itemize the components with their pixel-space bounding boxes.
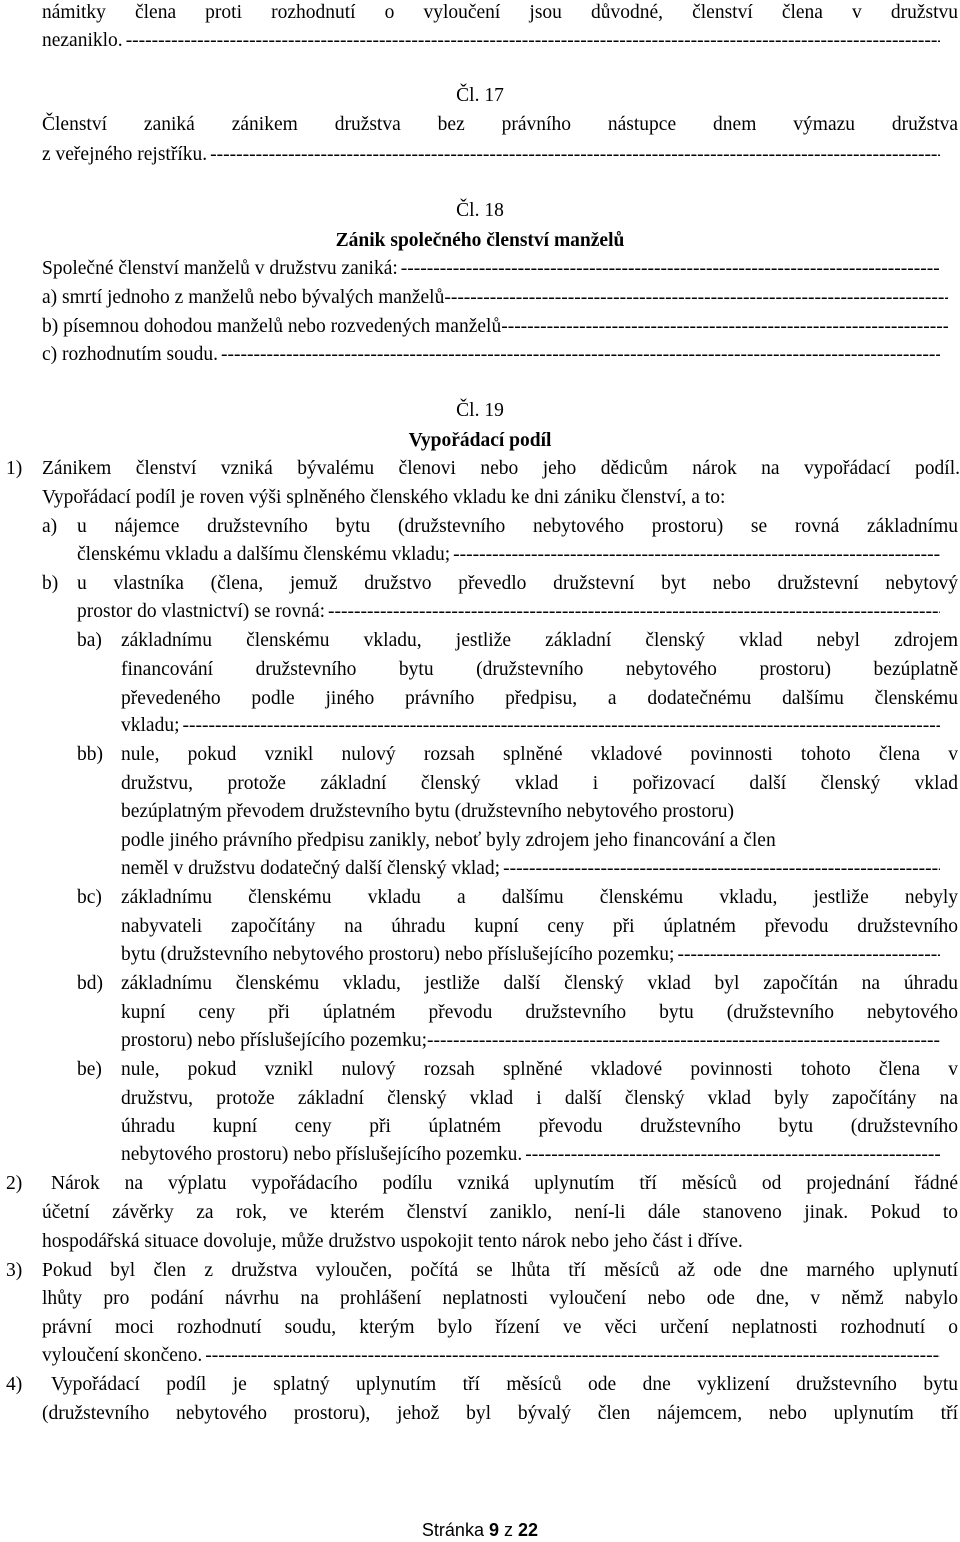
text-line: Zánikem členství vzniká bývalému členovi nebo jeho dědicům nárok na vypořádací podíl. bbox=[42, 458, 960, 479]
article-heading: Čl. 19 bbox=[456, 400, 504, 421]
item-label: b) bbox=[42, 573, 59, 594]
text-line: financování družstevního bytu (družstevního nebytového prostoru) bezúplatně bbox=[121, 659, 958, 680]
paragraph-number: 4) bbox=[6, 1374, 23, 1395]
text-line: podle jiného právního předpisu zanikly, neboť byly zdrojem jeho financování a člen bbox=[121, 830, 776, 851]
text-line: bytu (družstevního nebytového prostoru) nebo příslušejícího pozemku; ----- bbox=[121, 942, 940, 968]
text-line: hospodářská situace dovoluje, může družstvo uspokojit tento nárok nebo jeho část i dříve. bbox=[42, 1231, 743, 1252]
paragraph-number: 2) bbox=[6, 1173, 23, 1194]
text-line: základnímu členskému vkladu, jestliže další členský vklad byl započítán na úhradu bbox=[121, 973, 958, 994]
article-heading: Čl. 17 bbox=[456, 85, 504, 106]
text-line: Společné členství manželů v družstvu zaniká: ----- bbox=[42, 256, 940, 282]
item-label: bd) bbox=[77, 973, 103, 994]
text-line: základnímu členskému vkladu, jestliže základní členský vklad nebyl zdrojem bbox=[121, 630, 958, 651]
text-line: právní moci rozhodnutí soudu, kterým bylo řízení ve věci určení neplatnosti rozhodnutí o bbox=[42, 1317, 958, 1338]
footer-prefix: Stránka bbox=[421, 1520, 484, 1540]
text-line: vyloučení skončeno. ----- bbox=[42, 1343, 940, 1369]
text-line: prostor do vlastnictví) se rovná: ----- bbox=[77, 599, 940, 625]
text-line: vkladu; ----- bbox=[121, 713, 940, 739]
text-line: Vypořádací podíl je roven výši splněného členského vkladu ke dni zániku členství, a to: bbox=[42, 487, 726, 508]
text-line: členskému vkladu a dalšímu členskému vkladu; ----- bbox=[77, 542, 940, 568]
text-line: bezúplatným převodem družstevního bytu (družstevního nebytového prostoru) bbox=[121, 801, 735, 822]
text-line: nule, pokud vznikl nulový rozsah splněné vkladové povinnosti tohoto člena v bbox=[121, 1059, 958, 1080]
paragraph-number: 3) bbox=[6, 1260, 23, 1281]
current-page: 9 bbox=[488, 1520, 499, 1540]
total-pages: 22 bbox=[518, 1520, 539, 1540]
text-line: nezaniklo. ----- bbox=[42, 28, 940, 54]
article-heading: Čl. 18 bbox=[456, 200, 504, 221]
text-line: námitky člena proti rozhodnutí o vyloučení jsou důvodné, členství člena v družstvu bbox=[42, 2, 958, 23]
text-line: převedeného podle jiného právního předpisu, a dodatečnému dalšímu členskému bbox=[121, 688, 958, 709]
text-line: účetní závěrky za rok, ve kterém členství zaniklo, není-li dále stanoveno jinak. Pokud to bbox=[42, 1202, 958, 1223]
item-label: bc) bbox=[77, 887, 102, 908]
item-label: a) bbox=[42, 516, 58, 537]
item-label: ba) bbox=[77, 630, 102, 651]
text-line: nabyvateli započítány na úhradu kupní ceny při úplatném převodu družstevního bbox=[121, 916, 958, 937]
text-line: Nárok na výplatu vypořádacího podílu vzniká uplynutím tří měsíců od projednání řádné bbox=[51, 1173, 958, 1194]
text-line: úhradu kupní ceny při úplatném převodu družstevního bytu (družstevního bbox=[121, 1116, 958, 1137]
text-line: Pokud byl člen z družstva vyloučen, počítá se lhůta tří měsíců až ode dne marného uplynutí bbox=[42, 1260, 958, 1281]
text-line: Vypořádací podíl je splatný uplynutím tří měsíců ode dne vyklizení družstevního bytu bbox=[51, 1374, 958, 1395]
text-line: nule, pokud vznikl nulový rozsah splněné vkladové povinnosti tohoto člena v bbox=[121, 744, 958, 765]
text-line: Členství zaniká zánikem družstva bez právního nástupce dnem výmazu družstva bbox=[42, 114, 958, 135]
text-line: u nájemce družstevního bytu (družstevního nebytového prostoru) se rovná základnímu bbox=[77, 516, 958, 537]
text-line: (družstevního nebytového prostoru), jehož byl bývalý člen nájemcem, nebo uplynutím tří bbox=[42, 1403, 958, 1424]
list-item: a) smrtí jednoho z manželů nebo bývalých manželů ----- bbox=[42, 285, 948, 311]
text-line: prostoru) nebo příslušejícího pozemku; ----- bbox=[121, 1028, 940, 1054]
text-line: družstvu, protože základní členský vklad i další členský vklad byly započítány na bbox=[121, 1088, 958, 1109]
text-line: lhůty pro podání návrhu na prohlášení neplatnosti vyloučení nebo ode dne, v němž nabylo bbox=[42, 1288, 958, 1309]
text-line: nebytového prostoru) nebo příslušejícího pozemku. ----- bbox=[121, 1142, 940, 1168]
list-item: c) rozhodnutím soudu. ----- bbox=[42, 342, 940, 368]
item-label: bb) bbox=[77, 744, 103, 765]
item-label: be) bbox=[77, 1059, 102, 1080]
page-footer bbox=[0, 1520, 960, 1541]
text-line: u vlastníka (člena, jemuž družstvo převedlo družstevní byt nebo družstevní nebytový bbox=[77, 573, 958, 594]
footer-of: z bbox=[504, 1520, 514, 1540]
article-title: Vypořádací podíl bbox=[408, 430, 552, 451]
text-line: kupní ceny při úplatném převodu družstevního bytu (družstevního nebytového bbox=[121, 1002, 958, 1023]
article-title: Zánik společného členství manželů bbox=[335, 230, 625, 251]
text-line: základnímu členskému vkladu a dalšímu členskému vkladu, jestliže nebyly bbox=[121, 887, 958, 908]
list-item: b) písemnou dohodou manželů nebo rozvedených manželů ----- bbox=[42, 314, 948, 340]
paragraph-number: 1) bbox=[6, 458, 23, 479]
text-line: z veřejného rejstříku. ----- bbox=[42, 142, 940, 168]
text-line: družstvu, protože základní členský vklad i pořizovací další členský vklad bbox=[121, 773, 958, 794]
text-line: neměl v družstvu dodatečný další členský vklad; ----- bbox=[121, 856, 940, 882]
